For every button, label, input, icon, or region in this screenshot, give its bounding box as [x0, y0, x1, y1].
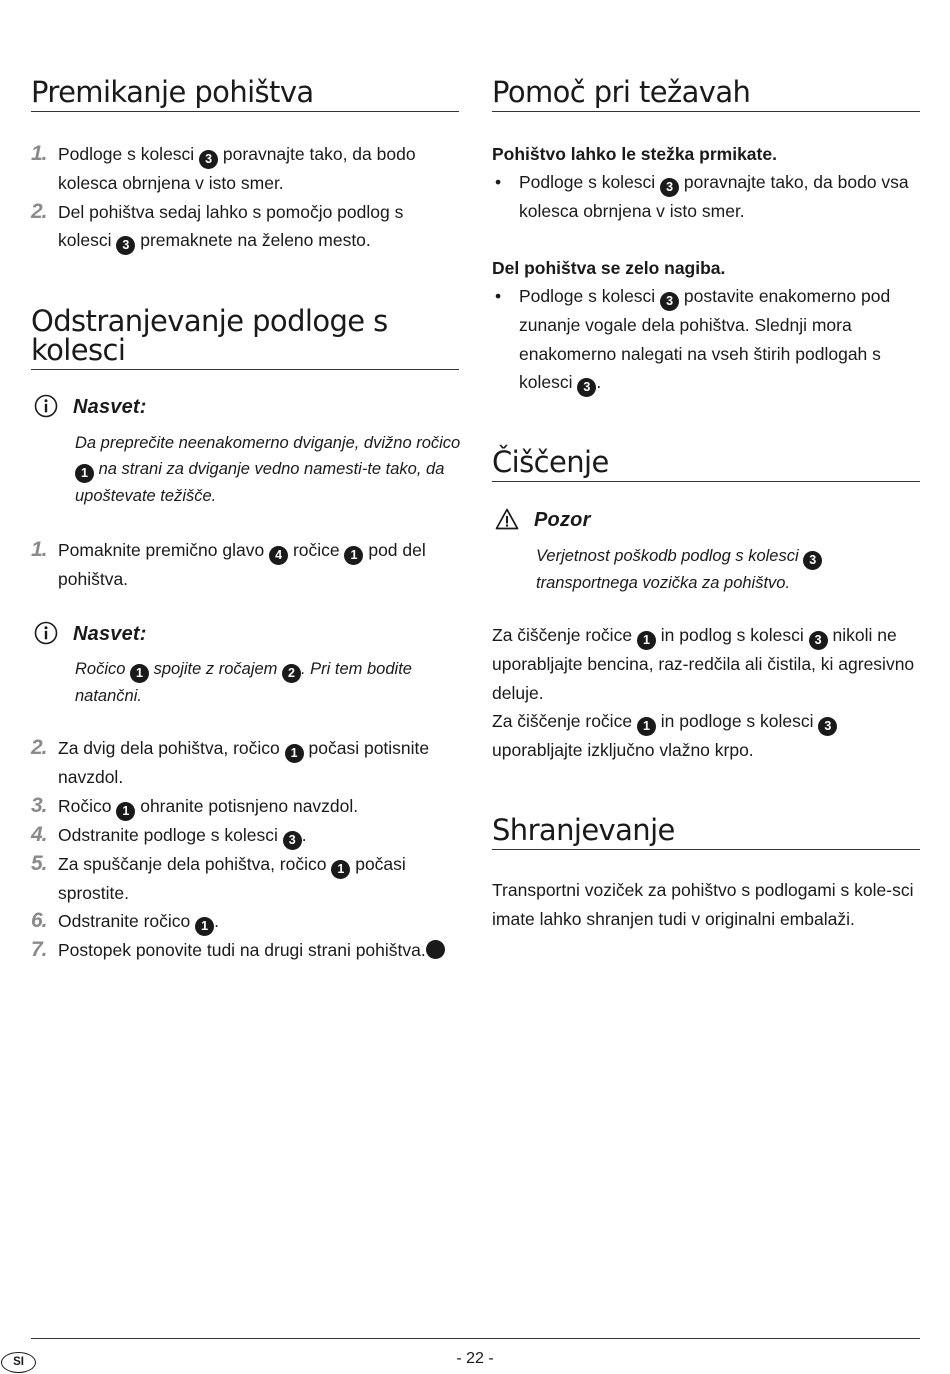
paragraph-text: nikoli ne uporabljajte bencina, raz-redčila ali čistila, ki agresivno deluje. — [492, 625, 915, 703]
tip-fragment: spojite z ročajem — [149, 660, 282, 678]
tip-text — [75, 430, 465, 509]
paragraph-text: Za čiščenje ročice — [492, 711, 637, 731]
footer-divider — [31, 1338, 920, 1339]
step-text: Del pohištva sedaj lahko s pomočjo podlog s kolesci — [58, 201, 404, 250]
step-text: Odstranite podloge s kolesci — [58, 824, 283, 845]
removing-steps — [31, 734, 459, 965]
bullet-dot: • — [495, 286, 502, 306]
info-icon — [34, 394, 58, 418]
tip-fragment: Da preprečite neenakomerno dviganje, dvižno ročico — [75, 434, 461, 452]
heading-cleaning: Čiščenje — [492, 448, 920, 482]
moving-steps — [31, 140, 459, 255]
heading-moving-furniture: Premikanje pohištva — [31, 78, 459, 112]
callout-badge: 1 — [285, 744, 304, 763]
step-item — [31, 821, 459, 850]
paragraph-text: in podlog s kolesci — [655, 625, 809, 645]
callout-badge: 3 — [803, 551, 822, 570]
tip-label: Nasvet: — [73, 623, 147, 645]
callout-badge: 3 — [660, 178, 679, 197]
step-item — [31, 198, 459, 256]
removing-step-1 — [31, 536, 459, 594]
bullet-text: . — [596, 372, 602, 392]
callout-badge: 3 — [660, 292, 679, 311]
callout-badge: 1 — [637, 631, 656, 650]
step-text: Pomaknite premično glavo — [58, 540, 270, 560]
step-text: premaknete na želeno mesto. — [135, 230, 371, 250]
callout-badge: 1 — [130, 664, 149, 683]
callout-badge: 1 — [75, 464, 94, 483]
heading-storage: Shranjevanje — [492, 816, 920, 850]
tip-label: Nasvet: — [73, 396, 147, 418]
page-number: - 22 - — [456, 1350, 494, 1367]
warning-fragment: Verjetnost poškodb podlog s kolesci — [536, 547, 804, 565]
warning-triangle-icon — [495, 507, 519, 531]
callout-badge: 3 — [809, 631, 828, 650]
bullet-item — [492, 168, 920, 226]
step-item — [31, 850, 459, 908]
callout-badge: 3 — [199, 150, 218, 169]
callout-badge: 4 — [269, 546, 288, 565]
step-number: 2. — [31, 199, 47, 223]
info-icon — [34, 621, 58, 645]
step-text: Za dvig dela pohištva, ročico — [58, 738, 285, 758]
problem-heading: Pohištvo lahko le stežka prmikate. — [492, 144, 777, 164]
bullet-text: Podloge s kolesci — [519, 172, 661, 192]
tip-fragment: na strani za dviganje vedno namesti-te tako, da upoštevate težišče. — [75, 460, 445, 505]
step-number: 1. — [31, 142, 47, 165]
step-item — [31, 936, 459, 965]
step-number: 7. — [31, 938, 47, 961]
step-number: 1. — [31, 538, 47, 561]
step-number: 6. — [31, 909, 47, 932]
step-text: počasi sprostite. — [58, 853, 406, 903]
step-number: 4. — [31, 822, 47, 846]
cleaning-paragraph — [492, 707, 920, 765]
step-item — [31, 140, 459, 198]
step-text: Podloge s kolesci — [58, 144, 200, 164]
bullet-text: poravnajte tako, da bodo vsa kolesca obrnjena v isto smer. — [519, 172, 909, 221]
callout-badge: 3 — [818, 717, 837, 736]
callout-badge: 1 — [637, 717, 656, 736]
cleaning-paragraphs — [492, 621, 920, 765]
step-text: Ročico — [58, 795, 117, 816]
bullet-dot: • — [495, 172, 502, 192]
tip-fragment: . Pri tem bodite natančni. — [75, 660, 412, 705]
step-text: . — [214, 911, 220, 931]
trouble-item-2 — [492, 254, 920, 397]
paragraph-text: Za čiščenje ročice — [492, 625, 637, 645]
tip-fragment: Ročico — [75, 660, 131, 678]
step-text: Za spuščanje dela pohištva, ročico — [58, 853, 332, 874]
step-text: Odstranite ročico — [58, 911, 196, 931]
problem-heading: Del pohištva se zelo nagiba. — [492, 258, 726, 278]
warning-text — [536, 543, 926, 596]
step-text: ročice — [288, 540, 345, 560]
step-item — [31, 734, 459, 792]
step-item — [31, 907, 459, 936]
trouble-item-1 — [492, 140, 920, 226]
warning-fragment: transportnega vozička za pohištvo. — [536, 574, 791, 592]
heading-removing-casters: Odstranjevanje podloge s kolesci — [31, 307, 459, 370]
callout-badge: 1 — [344, 546, 363, 565]
bullet-text: postavite enakomerno pod zunanje vogale dela pohištva. Slednji mora enakomerno nalegati na vseh štirih podlogah s kolesci — [519, 286, 891, 392]
step-text: ohranite potisnjeno navzdol. — [135, 795, 359, 816]
step-item — [31, 536, 459, 594]
paragraph-text: in podloge s kolesci — [655, 711, 819, 731]
callout-badge: 3 — [283, 831, 302, 850]
step-item — [31, 792, 459, 821]
step-text: pod del pohištva. — [58, 540, 426, 589]
language-badge: SI — [1, 1352, 36, 1373]
callout-badge: 1 — [195, 917, 214, 936]
storage-text: Transportni voziček za pohištvo s podlogami s kole-sci imate lahko shranjen tudi v originalni embalaži. — [492, 880, 914, 929]
callout-badge — [426, 940, 445, 959]
step-number: 3. — [31, 793, 47, 817]
step-text: poravnajte tako, da bodo kolesca obrnjena v isto smer. — [58, 144, 416, 193]
tip-text — [75, 656, 465, 709]
bullet-text: Podloge s kolesci — [519, 286, 661, 306]
step-text: . — [301, 824, 307, 845]
callout-badge: 2 — [282, 664, 301, 683]
step-number: 2. — [31, 736, 47, 759]
callout-badge: 1 — [116, 802, 135, 821]
bullet-item — [492, 282, 920, 397]
cleaning-paragraph — [492, 621, 920, 707]
step-text: Postopek ponovite tudi na drugi strani pohištva. — [58, 940, 426, 960]
heading-troubleshooting: Pomoč pri težavah — [492, 78, 920, 112]
step-number: 5. — [31, 851, 47, 875]
callout-badge: 1 — [331, 860, 350, 879]
paragraph-text: uporabljajte izključno vlažno krpo. — [492, 740, 754, 760]
step-text: počasi potisnite navzdol. — [58, 738, 430, 787]
warning-label: Pozor — [534, 509, 591, 531]
callout-badge: 3 — [116, 236, 135, 255]
callout-badge: 3 — [577, 378, 596, 397]
